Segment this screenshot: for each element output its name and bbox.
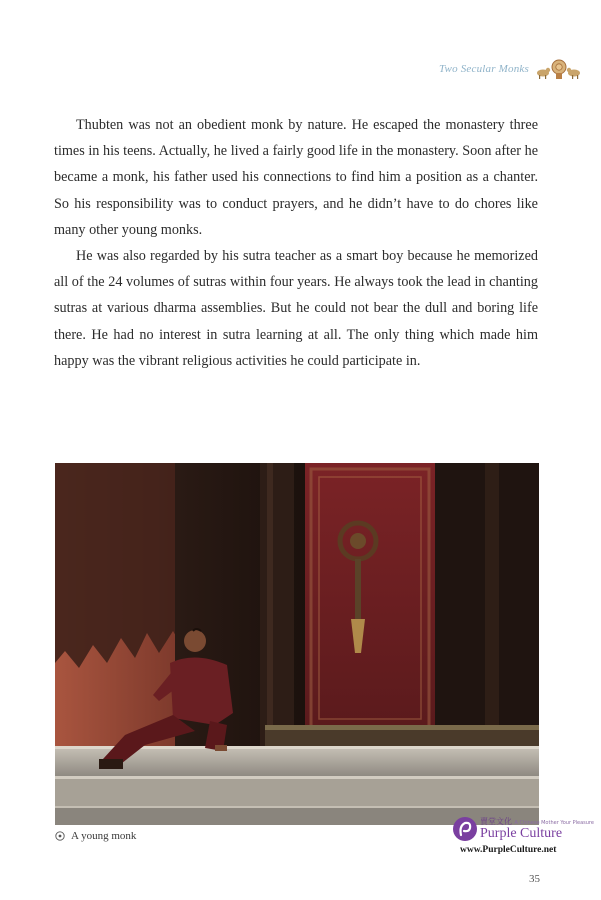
paragraph: Thubten was not an obedient monk by nature. He escaped the monastery three times in his teens. Actually, he lived a fairly good life in the monastery. Soon after he became a monk, his father used his connections to find him a position as a chanter. So his responsibility was to conduct prayers, and he didn’t have to do chores like many other young monks. — [54, 117, 538, 238]
circled-dot-icon — [55, 831, 65, 841]
running-header — [439, 58, 583, 80]
body-text — [54, 112, 538, 374]
purple-culture-watermark — [450, 814, 594, 860]
caption-text: A young monk — [71, 830, 137, 842]
photo-young-monk — [55, 463, 539, 825]
watermark-brand: Purple Culture — [480, 826, 563, 841]
purple-culture-logo-icon — [452, 816, 478, 842]
running-title: Two Secular Monks — [439, 63, 529, 75]
animals-ornament-icon — [535, 58, 583, 80]
page-number: 35 — [529, 873, 540, 885]
watermark-url: www.PurpleCulture.net — [460, 845, 557, 855]
figure-caption — [55, 830, 136, 842]
paragraph: He was also regarded by his sutra teacher as a smart boy because he memorized all of the 24 volumes of sutras within four years. He always took the lead in chanting sutras at various dharma assemblies. But he could not bear the dull and boring life there. He had no interest in sutra learning at all. The only thing which made him happy was the vibrant religious activities he could participate in. — [54, 248, 538, 369]
watermark-chinese: 賣堂文化 A Chinese Mother Your Pleasure — [480, 817, 594, 826]
watermark-tagline: A Chinese Mother Your Pleasure — [514, 820, 594, 826]
